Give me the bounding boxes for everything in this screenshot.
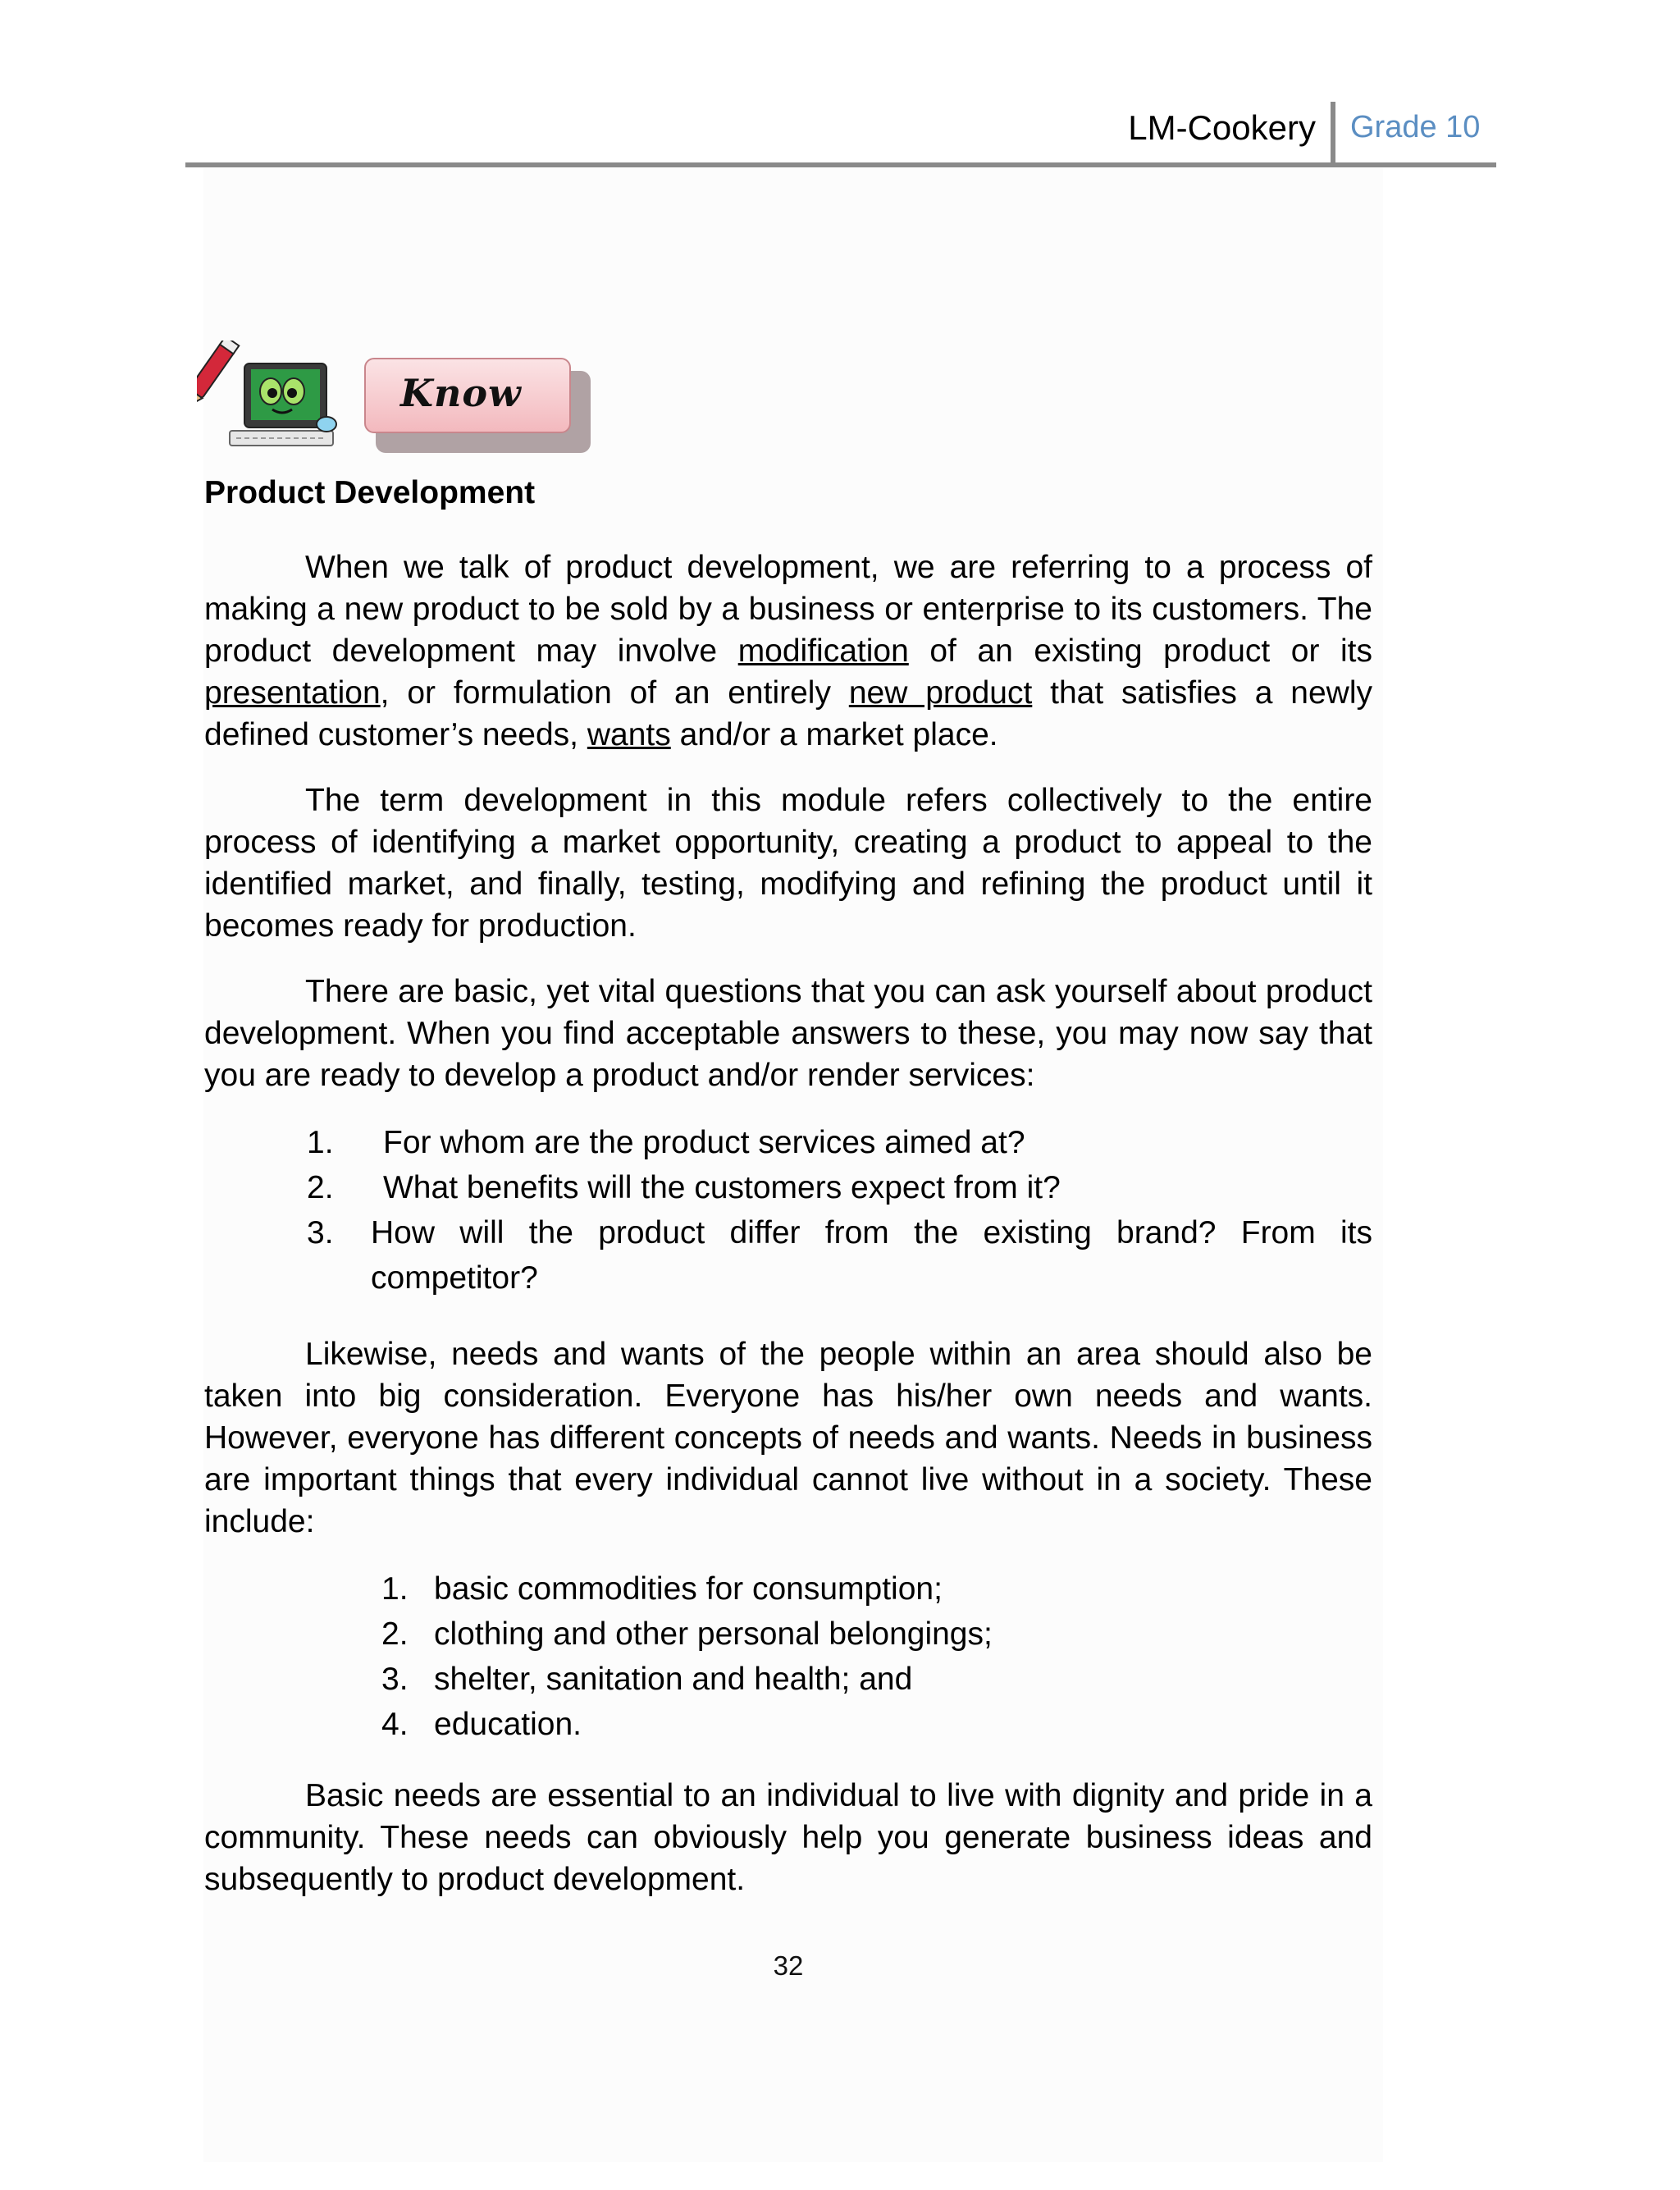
list-item-number: 2.: [381, 1616, 409, 1652]
list-item: [204, 1702, 1372, 1747]
header-divider: [1331, 102, 1335, 164]
list-item-text: education.: [434, 1707, 582, 1742]
list-item: [204, 1165, 1372, 1210]
know-badge-label: Know: [400, 371, 522, 415]
header-title: LM-Cookery: [1128, 108, 1316, 147]
underlined-term-modification: modification: [737, 633, 909, 669]
paragraph-intro: [204, 546, 1372, 756]
paragraph-text: of an existing product or its: [908, 633, 1372, 669]
list-item-text: clothing and other personal belongings;: [434, 1616, 993, 1652]
list-item: [204, 1612, 1372, 1657]
paragraph-text: When we talk of product development, we are referring to a process of making a new product to be sold by a business or enterprise to its customers. The product development may involve: [204, 550, 1372, 669]
paragraph-questions-intro: There are basic, yet vital questions that you can ask yourself about product development. When you find acceptable answers to these, you may now say that you are ready to develop a product and/or render services:: [204, 974, 1372, 1093]
header-grade: Grade 10: [1350, 110, 1481, 144]
paragraph-development: The term development in this module refers collectively to the entire process of identifying a market opportunity, creating a product to appeal to the identified market, and finally, testing, modifying and refining the product until it becomes ready for production.: [204, 783, 1372, 944]
list-item: [204, 1120, 1372, 1165]
page-number: 32: [773, 1950, 804, 1981]
list-item: [204, 1210, 1372, 1301]
list-item-text: basic commodities for consumption;: [434, 1571, 943, 1607]
list-item-number: 3.: [307, 1215, 334, 1250]
list-item: [204, 1657, 1372, 1702]
list-item-number: 2.: [307, 1170, 334, 1205]
list-item-text: What benefits will the customers expect from it?: [383, 1170, 1061, 1205]
list-item-text: shelter, sanitation and health; and: [434, 1662, 913, 1697]
paragraph-text: that satisfies a newly defined customer’s needs,: [204, 675, 1373, 752]
paragraph-needs: Likewise, needs and wants of the people within an area should also be taken into big consideration. Everyone has his/her own needs and wants. However, everyone has different concepts of needs and wants. Needs in business are important things that every individual cannot live without in a society. These include:: [204, 1337, 1372, 1539]
paragraph-text: , or formulation of an entirely: [380, 675, 849, 711]
questions-list: [204, 1120, 1372, 1301]
list-item-number: 1.: [307, 1125, 334, 1160]
paragraph-text: and/or a market place.: [670, 717, 998, 752]
needs-list: [204, 1566, 1372, 1747]
underlined-term-wants: wants: [587, 717, 671, 752]
list-item-text: For whom are the product services aimed at?: [383, 1125, 1025, 1160]
main-content: [204, 472, 1372, 1924]
list-item-number: 1.: [381, 1571, 409, 1607]
list-item-number: 3.: [381, 1662, 409, 1697]
header-rule: [185, 162, 1496, 167]
list-item-number: 4.: [381, 1707, 409, 1742]
underlined-term-new-product: new product: [848, 675, 1033, 711]
paragraph-basic-needs: Basic needs are essential to an individual to live with dignity and pride in a community. These needs can obviously help you generate business ideas and subsequently to product development.: [204, 1778, 1372, 1897]
list-item: [204, 1566, 1372, 1612]
computer-mascot-with-pencil-icon: [197, 341, 357, 451]
list-item-text: How will the product differ from the existing brand? From its competitor?: [371, 1215, 1372, 1296]
section-title: Product Development: [204, 475, 536, 510]
underlined-term-presentation: presentation: [204, 675, 381, 711]
